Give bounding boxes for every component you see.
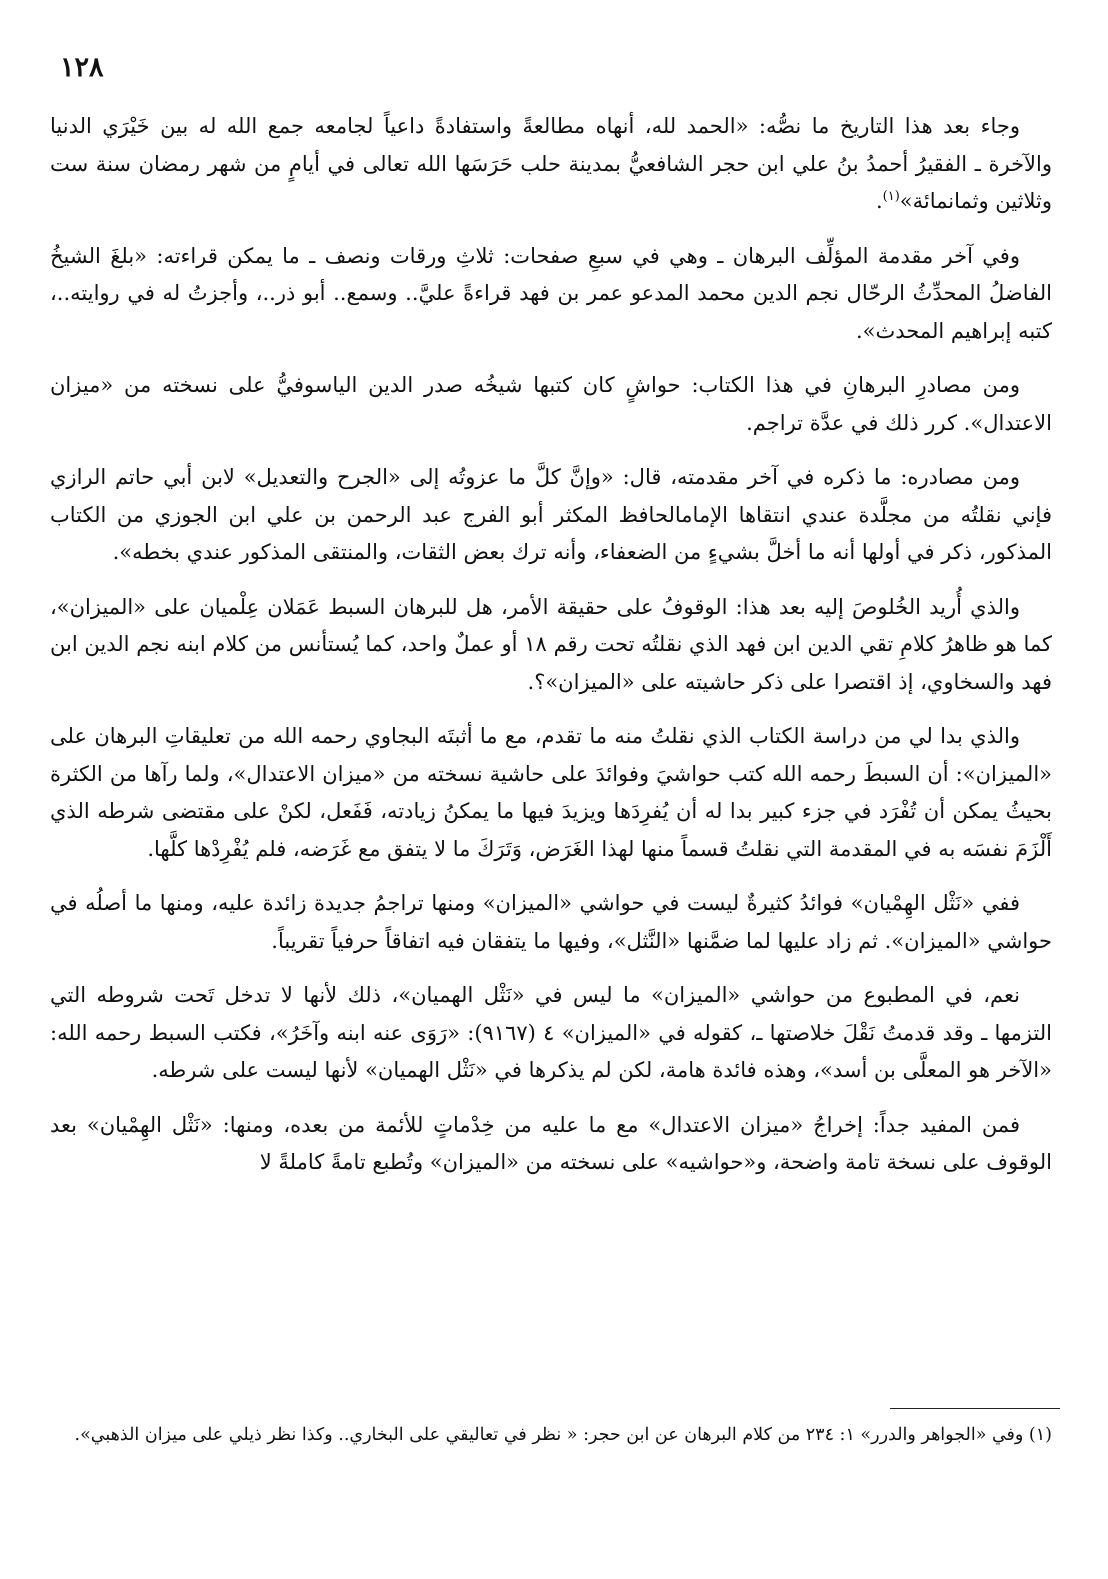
paragraph-text: ومن مصادرِ البرهانِ في هذا الكتاب: حواشٍ كان كتبها شيخُه صدر الدين الياسوفيُّ على نسخته من «ميزان الاعتدال». كرر ذلك في عدَّة تراجم. <box>50 373 1052 435</box>
paragraph <box>50 1107 1052 1182</box>
paragraph-text: وجاء بعد هذا التاريخ ما نصُّه: «الحمد لله، أنهاه مطالعةً واستفادةً داعياً لجامعه جمع الله له بين خَيْرَي الدنيا والآخرة ـ الفقيرُ أحمدُ بنُ علي ابن حجر الشافعيُّ بمدينة حلب حَرَسَها الله تعالى في أيامٍ من شهر رمضان سنة ست وثلاثين وثمانمائة» <box>50 114 1052 213</box>
paragraph <box>50 977 1052 1090</box>
footnote: (١) وفي «الجواهر والدرر» ١: ٢٣٤ من كلام البرهان عن ابن حجر: « نظر في تعاليقي على البخاري.. وكذا نظر ذيلي على ميزان الذهبي». <box>74 1425 1052 1445</box>
paragraph-text: ففي «نَثْل الهِمْيان» فوائدُ كثيرةٌ ليست في حواشي «الميزان» ومنها تراجمُ جديدة زائدة عليه، ومنها ما أصلُه في حواشي «الميزان». ثم زاد عليها لما ضمَّنها «النَّثل»، وفيها ما يتفقان فيه اتفاقاً حرفياً تقريباً. <box>50 891 1052 953</box>
paragraph-text: نعم، في المطبوع من حواشي «الميزان» ما ليس في «نَثْل الهميان»، ذلك لأنها لا تدخل تَحت شروطه التي التزمها ـ وقد قدمتُ نَقْلَ خلاصتها ـ، كقوله في «الميزان» ٤ (٩١٦٧): «رَوَى عنه ابنه وآخَرُ»، فكتب السبط رحمه الله: «الآخر هو المعلَّى بن أسد»، وهذه فائدة هامة، لكن لم يذكرها في «نَثْل الهميان» لأنها ليست على شرطه. <box>50 983 1052 1082</box>
paragraph-text: والذي بدا لي من دراسة الكتاب الذي نقلتُ منه ما تقدم، مع ما أثبتَه البجاوي رحمه الله من تعليقاتِ البرهان على «الميزان»: أن السبطَ رحمه الله كتب حواشيَ وفوائدَ على حاشية نسخته من «ميزان الاعتدال»، ولما رآها من الكثرة بحيثُ يمكن أن تُفْرَد في جزء كبير بدا له أن يُفرِدَها ويزيدَ فيها ما يمكنُ زيادته، فَفَعل، لكنْ على مقتضى شرطه الذي أَلْزَمَ نفسَه به في المقدمة التي نقلتُ قسماً منها لهذا الغَرَض، وَتَرَكَ ما لا يتفق مع غَرَضه، فلم يُفْرِدْها كلَّها. <box>50 724 1052 861</box>
footnotes <box>50 1420 1052 1451</box>
paragraph-tail: . <box>875 189 883 213</box>
paragraph <box>50 589 1052 702</box>
paragraph <box>50 108 1052 221</box>
paragraph <box>50 718 1052 868</box>
paragraph-text: فمن المفيد جداً: إخراجُ «ميزان الاعتدال» مع ما عليه من خِدْماتٍ للأئمة من بعده، ومنها: «نَثْل الهِمْيان» بعد الوقوف على نسخة تامة واضحة، و«حواشيه» على نسخته من «الميزان» وتُطبع تامةً كاملةً لا <box>50 1112 1052 1174</box>
paragraph <box>50 238 1052 351</box>
paragraph-text: وفي آخر مقدمة المؤلِّف البرهان ـ وهي في سبعِ صفحات: ثلاثِ ورقات ونصف ـ ما يمكن قراءته: «بلغَ الشيخُ الفاضلُ المحدِّثُ الرحّال نجم الدين محمد المدعو عمر بن فهد قراءةً عليَّ.. وسمع.. أبو ذر..، وأجزتُ له في روايته..، كتبه إبراهيم المحدث». <box>50 243 1052 343</box>
paragraph <box>50 885 1052 960</box>
paragraph <box>50 459 1052 572</box>
paragraph-text: والذي أُريد الخُلوصَ إليه بعد هذا: الوقوفُ على حقيقة الأمر، هل للبرهان السبط عَمَلان عِلْميان على «الميزان»، كما هو ظاهرُ كلامِ تقي الدين ابن فهد الذي نقلتُه تحت رقم ١٨ أو عملٌ واحد، كما يُستأنس من كلام ابنه نجم الدين ابن فهد والسخاوي، إذ اقتصرا على ذكر حاشيته على «الميزان»؟. <box>50 594 1053 694</box>
footnote-separator <box>890 1408 1060 1409</box>
paragraph <box>50 367 1052 442</box>
body-text <box>50 108 1052 1199</box>
page-number: ١٢٨ <box>60 52 104 83</box>
footnote-marker: (١) <box>882 189 900 204</box>
paragraph-text: ومن مصادره: ما ذكره في آخر مقدمته، قال: «وإنَّ كلَّ ما عزوتُه إلى «الجرح والتعديل» لابن أبي حاتم الرازي فإني نقلتُه من مجلَّدة عندي انتقاها الإمامالحافظ المكثر أبو الفرج عبد الرحمن بن علي ابن الجوزي من الكتاب المذكور، ذكر في أولها أنه ما أخلَّ بشيءٍ من الضعفاء، وأنه ترك بعض الثقات، والمنتقى المذكور عندي بخطه». <box>50 465 1052 564</box>
